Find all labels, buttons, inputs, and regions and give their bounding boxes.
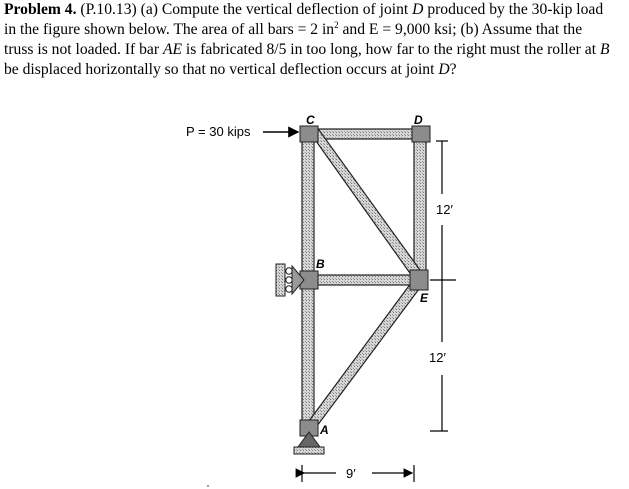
problem-heading: Problem 4. [4, 1, 77, 18]
dimension-vertical [430, 141, 456, 431]
joint-b-ref: B [599, 41, 610, 58]
problem-text-3b: is fabricated 8/5 in too long, how far to the right must the roller at [185, 41, 597, 58]
problem-text-2: in the figure shown below. The area of all bars = 2 in [4, 21, 335, 38]
area-exponent: 2 [334, 20, 339, 30]
joint-d-plate [412, 126, 430, 142]
problem-text-1: (a) Compute the vertical deflection of joint [140, 1, 409, 18]
problem-reference: (P.10.13) [80, 1, 137, 18]
roller-support-b [276, 264, 304, 296]
member-be [308, 275, 422, 285]
dimension-lower-label: 12′ [429, 350, 446, 365]
joint-label-e: E [420, 291, 429, 305]
joint-label-b: B [316, 257, 325, 271]
problem-text-1b: produced by the 30-kip load [427, 1, 604, 18]
joint-c-plate [300, 126, 318, 142]
joint-d-ref: D [412, 1, 424, 18]
member-ea [306, 279, 422, 430]
joint-e-plate [410, 270, 428, 290]
load-label: P = 30 kips [186, 124, 251, 139]
question-mark: ? [449, 61, 457, 78]
dimension-horizontal [302, 465, 414, 482]
member-ce [311, 130, 425, 283]
problem-text-4: be displaced horizontally so that no vertical deflection occurs at joint [4, 61, 435, 78]
joint-label-c: C [306, 113, 315, 127]
problem-text-3: truss is not loaded. If bar [4, 41, 160, 58]
joint-label-d: D [414, 113, 423, 127]
bar-ae-ref: AE [162, 41, 183, 58]
joint-d-ref-2: D [438, 61, 450, 78]
joint-label-a: A [320, 423, 329, 437]
member-de [414, 130, 426, 282]
dimension-width-label: 9′ [346, 466, 356, 481]
stray-dot [207, 485, 209, 487]
problem-text-2b: and E = 9,000 ksi; (b) Assume that the [342, 21, 583, 38]
dimension-upper-label: 12′ [436, 202, 453, 217]
